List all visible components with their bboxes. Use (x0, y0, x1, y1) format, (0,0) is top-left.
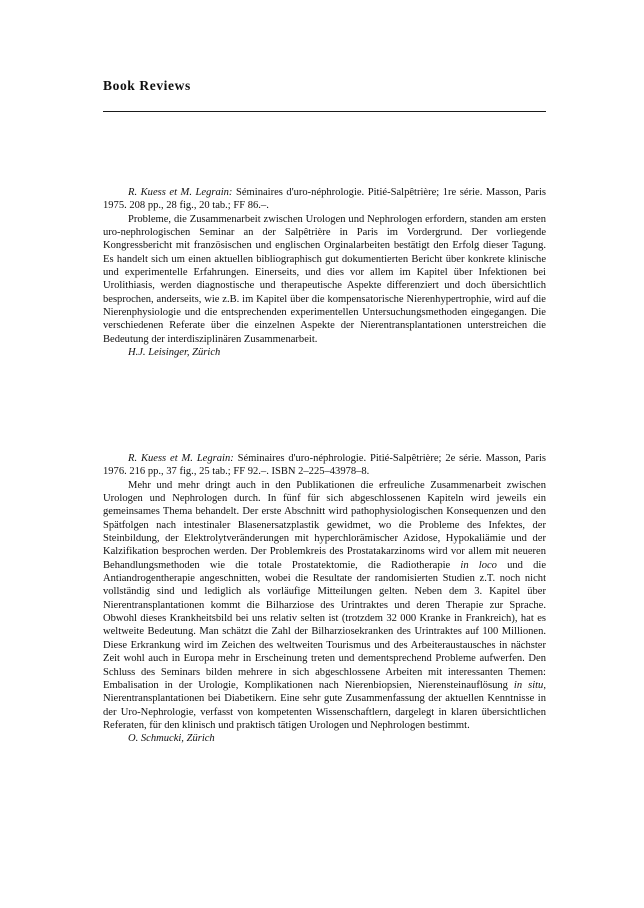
latin-term-in-loco: in loco (460, 559, 497, 571)
page-title: Book Reviews (103, 78, 191, 93)
review-body-text: Probleme, die Zusammenarbeit zwischen Urologen und Nephrologen erfordern, standen am ersten uro-nephrologischen Seminar an der Salpêtrière in Paris im Vordergrund. Der vorliegende Kongressbericht mit französischen und englischen Orginalarbeiten bestätigt den Erfolg dieser Tagung. Es handelt sich um einen aktuellen bibliographisch gut dokumentierten Bericht über konkrete klinische und experimentelle Erfahrungen. Einerseits, und dies vor allem im Kapitel über Infektionen bei Urolithiasis, werden diagnostische und therapeutische Aspekte differenziert und doch übersichtlich besprochen, anderseits, wie z.B. im Kapitel über die kompensatorische Nierenhypertrophie, wird auf die Nierenphysiologie und die entsprechenden experimentellen Untersuchungsmethoden eingegangen. Die verschiedenen Referate über die einzelnen Aspekte der Nierentransplantationen unterstreichen die Bedeutung der interdisziplinären Zusammenarbeit. (103, 213, 546, 345)
review-body-text (103, 479, 546, 733)
reviewer-signature: O. Schmucki, Zürich (128, 733, 215, 745)
citation-authors: R. Kuess et M. Legrain: (128, 453, 234, 464)
citation-details: Séminaires d'uro-néphrologie. Pitié-Salpêtrière; 2e série. Masson, Paris 1976. 216 pp., 37 fig., 25 tab.; FF 92.–. ISBN 2–225–43978–8. (103, 453, 546, 478)
book-citation (103, 452, 546, 479)
book-review-entry (103, 186, 546, 359)
review-body-segment: , Nierentransplantationen bei Diabetikern. Eine sehr gute Zusammenfassung der aktuellen Kenntnisse in der Uro-Nephrologie, verfasst von kompetenten Wissenschaftlern, dargelegt in klaren übersichtlichen Referaten, für den klinisch und praktisch tätigen Urologen und Nephrologen bestimmt. (103, 679, 546, 731)
latin-term-in-situ: in situ (513, 679, 544, 691)
review-body-segment: Mehr und mehr dringt auch in den Publikationen die erfreuliche Zusammenarbeit zwischen Urologen und Nephrologen durch. In fünf für sich abgeschlossenen Kapiteln wird jeweils ein gemeinsames Thema behandelt. Der erste Abschnitt wird pathophysiologischen Konsequenzen und den Spätfolgen nach intestinaler Blasenersatzplastik gewidmet, wo die Probleme des Infektes, der Steinbildung, der Elektrolytveränderungen mit hyperchlorämischer Azidose, Hypokaliämie und der Kalzifikation besprochen werden. Der Problemkreis des Prostatakarzinoms wird vor allem mit neueren Behandlungsmethoden wie die totale Prostatektomie, die Radiotherapie (103, 479, 546, 571)
citation-details: Séminaires d'uro-néphrologie. Pitié-Salpêtrière; 1re série. Masson, Paris 1975. 208 pp., 28 fig., 20 tab.; FF 86.–. (103, 187, 546, 212)
book-citation (103, 186, 546, 213)
header-divider-rule (103, 111, 546, 112)
citation-authors: R. Kuess et M. Legrain: (128, 187, 233, 198)
running-head (103, 78, 545, 94)
reviewer-signature: H.J. Leisinger, Zürich (128, 347, 221, 359)
book-review-entry (103, 452, 546, 746)
review-body-segment: und die Antiandrogentherapie angeschnitten, wobei die Resultate der randomisierten Studien z.T. noch nicht vollständig sind und lediglich als vorläufige Mitteilungen gelten. Neben dem 3. Kapitel über Nierentransplantationen kommt die Bilharziose des Urintraktes und deren Therapie zur Sprache. Obwohl dieses Krankheitsbild bei uns relativ selten ist (trotzdem 32 000 Kranke in Frankreich), hat es weltweite Bedeutung. Man schätzt die Zahl der Bilharziosekranken des Urintraktes auf 100 Millionen. Diese Erkrankung wird im Zeichen des weltweiten Tourismus und des Arbeiteraustausches in nächster Zeit wohl auch in Europa mehr in Erscheinung treten und dementsprechend Probleme aufwerfen. Den Schluss des Seminars bilden mehrere in sich abgeschlossene Arbeiten mit interessanten Themen: Embalisation in der Urologie, Komplikationen nach Nierenbiopsien, Nierensteinauflösung (103, 559, 547, 691)
